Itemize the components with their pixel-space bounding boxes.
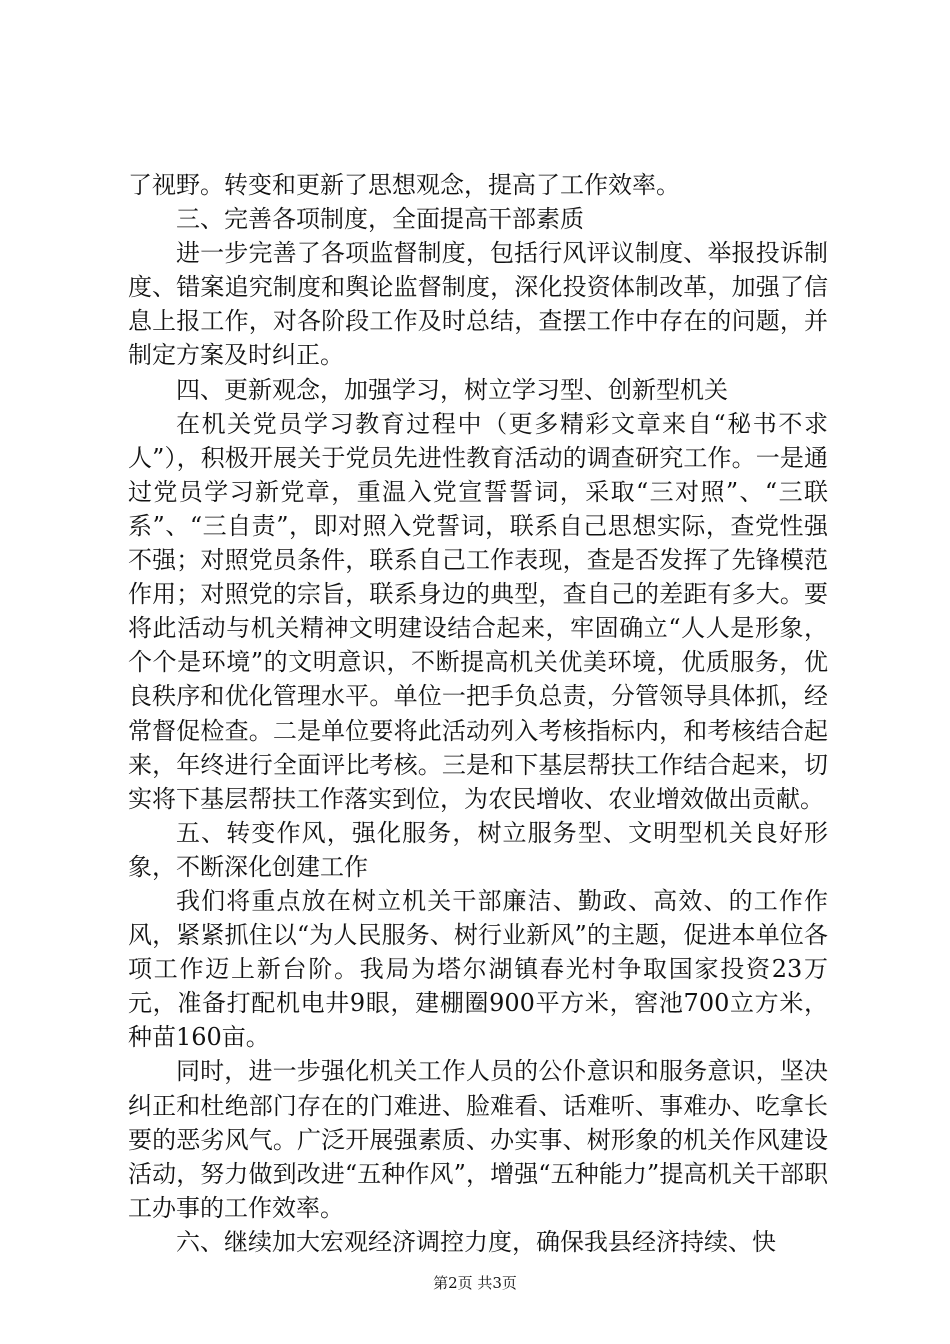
paragraph: 同时，进一步强化机关工作人员的公仆意识和服务意识，坚决纠正和杜绝部门存在的门难进、脸难看、话难听、事难办、吃拿长要的恶劣风气。广泛开展强素质、办实事、树形象的机关作风建设活动，努力做到改进“五种作风”，增强“五种能力”提高机关干部职工办事的工作效率。 <box>128 1057 828 1222</box>
page-footer: 第2页 共3页 <box>433 1274 517 1292</box>
section-heading-6: 六、继续加大宏观经济调控力度，确保我县经济持续、快 <box>176 1227 776 1256</box>
paragraph: 在机关党员学习教育过程中（更多精彩文章来自“秘书不求人”），积极开展关于党员先进性教育活动的调查研究工作。一是通过党员学习新党章，重温入党宣誓誓词，采取“三对照”、“三联系”、“三自责”，即对照入党誓词，联系自己思想实际，查党性强不强；对照党员条件，联系自己工作表现，查是否发挥了先锋模范作用；对照党的宗旨，联系身边的典型，查自己的差距有多大。要将此活动与机关精神文明建设结合起来，牢固确立“人人是形象，个个是环境”的文明意识，不断提高机关优美环境，优质服务，优良秩序和优化管理水平。单位一把手负总责，分管领导具体抓，经常督促检查。二是单位要将此活动列入考核指标内，和考核结合起来，年终进行全面评比考核。三是和下基层帮扶工作结合起来，切实将下基层帮扶工作落实到位，为农民增收、农业增效做出贡献。 <box>128 409 828 813</box>
paragraph-continuation: 了视野。转变和更新了思想观念，提高了工作效率。 <box>128 171 680 199</box>
paragraph: 我们将重点放在树立机关干部廉洁、勤政、高效、的工作作风，紧紧抓住以“为人民服务、树行业新风”的主题，促进本单位各项工作迈上新台阶。我局为塔尔湖镇春光村争取国家投资23万元，准备打配机电井9眼，建棚圈900平方米，窖池700立方米，种苗160亩。 <box>128 886 828 1052</box>
paragraph: 进一步完善了各项监督制度，包括行风评议制度、举报投诉制度、错案追究制度和舆论监督制度，深化投资体制改革，加强了信息上报工作，对各阶段工作及时总结，查摆工作中存在的问题，并制定方案及时纠正。 <box>128 239 828 370</box>
section-heading-4: 四、更新观念，加强学习，树立学习型、创新型机关 <box>176 375 728 404</box>
document-body <box>128 168 828 1259</box>
section-heading-5: 五、转变作风，强化服务，树立服务型、文明型机关良好形象，不断深化创建工作 <box>128 818 828 881</box>
section-heading-3: 三、完善各项制度，全面提高干部素质 <box>176 205 584 234</box>
